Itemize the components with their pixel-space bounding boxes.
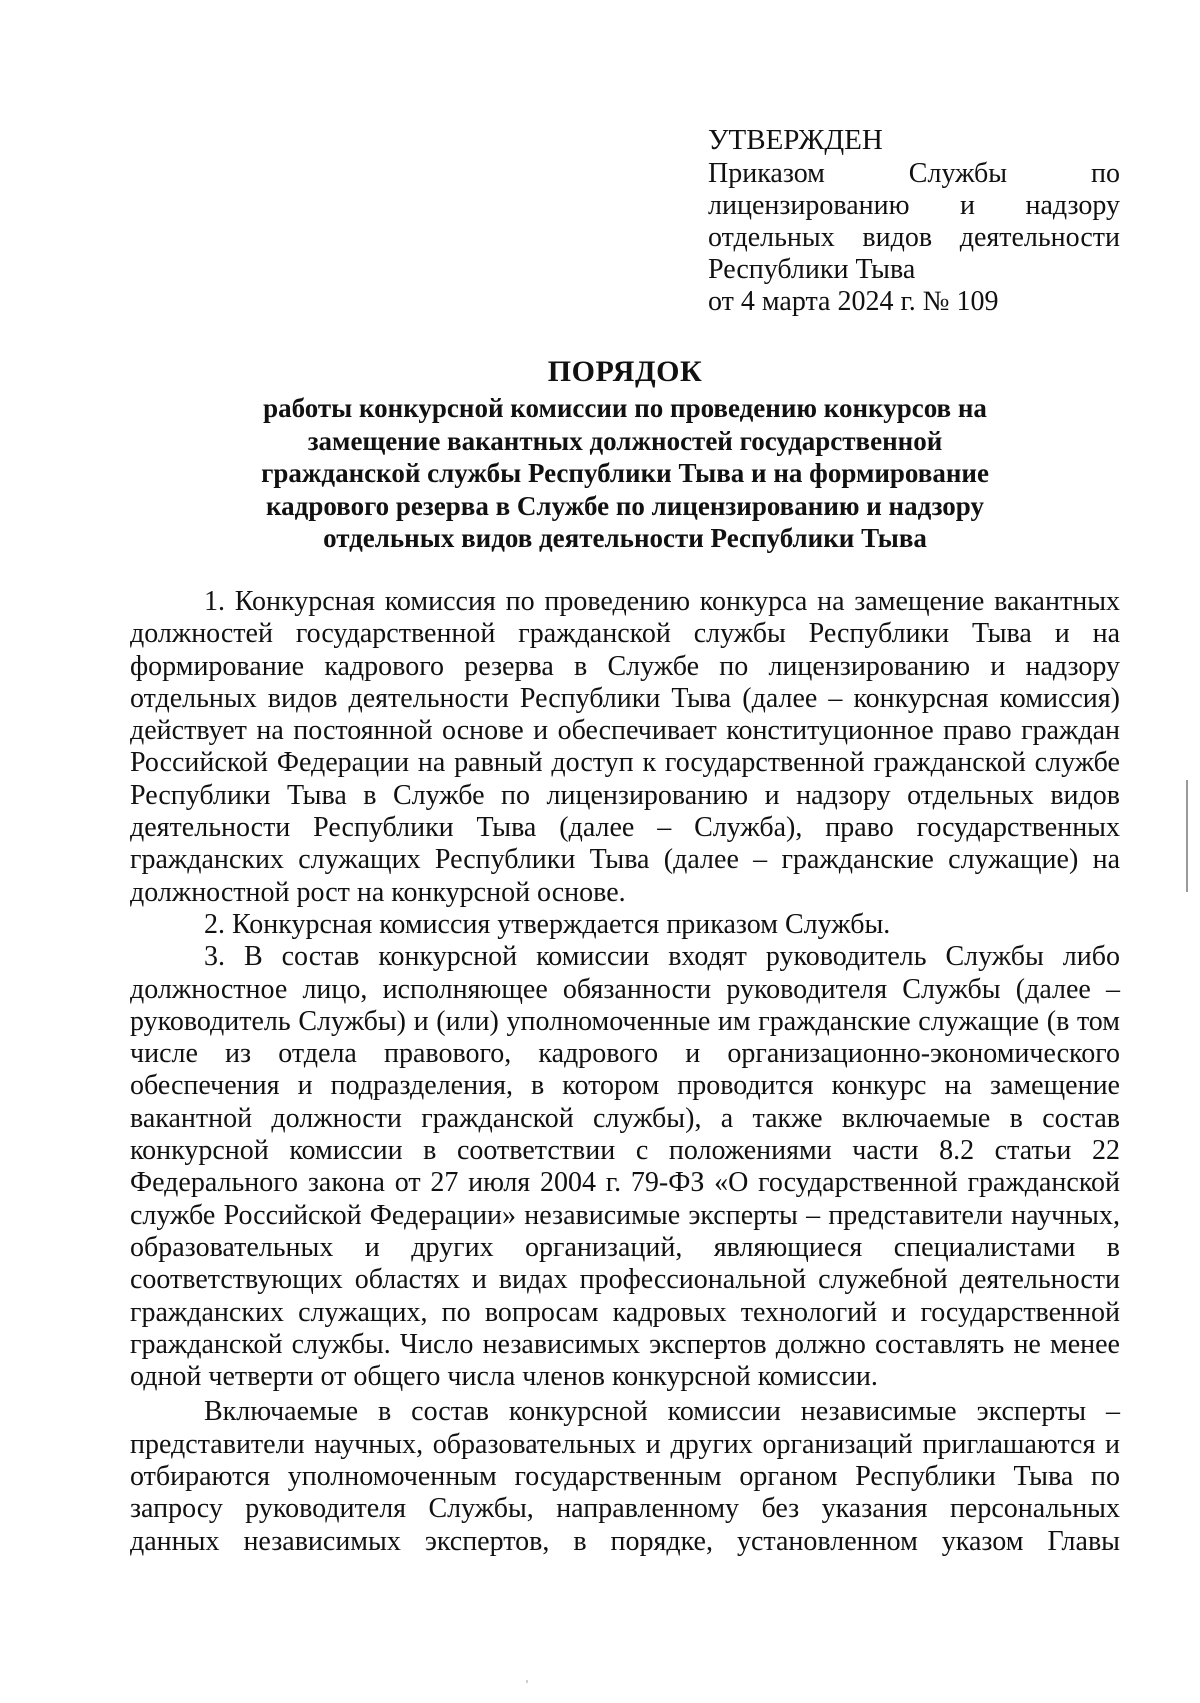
paragraph-1: 1. Конкурсная комиссия по проведению конкурса на замещение вакантных должностей государственной гражданской службы Республики Тыва и на формирование кадрового резерва в Службе по лицензированию и надзору отдельных видов деятельности Республики Тыва (далее – конкурсная комиссия) действует на постоянной основе и обеспечивает конституционное право граждан Российской Федерации на равный доступ к государственной гражданской службе Республики Тыва в Службе по лицензированию и надзору отдельных видов деятельности Республики Тыва (далее – Служба), право государственных гражданских служащих Республики Тыва (далее – гражданские служащие) на должностной рост на конкурсной основе.	[130, 586, 1120, 908]
paragraph-2: 2. Конкурсная комиссия утверждается приказом Службы.	[204, 908, 891, 940]
scan-dust-mark	[526, 1680, 528, 1683]
document-subtitle: работы конкурсной комиссии по проведению конкурсов на замещение вакантных должностей государственной гражданской службы Республики Тыва и на формирование кадрового резерва в Службе по лицензированию и надзору отдельных видов деятельности Республики Тыва	[261, 393, 989, 553]
approval-body: Приказом Службы по лицензированию и надзору отдельных видов деятельности Республики Тыва	[708, 158, 1120, 285]
approval-stamp	[708, 124, 1120, 318]
document-title-block	[130, 352, 1120, 555]
approval-date: от 4 марта 2024 г. № 109	[708, 286, 999, 317]
document-title: ПОРЯДОК	[547, 355, 703, 388]
scan-edge-mark	[1186, 780, 1188, 892]
approval-heading: УТВЕРЖДЕН	[708, 124, 883, 156]
paragraph-3: 3. В состав конкурсной комиссии входят руководитель Службы либо должностное лицо, исполняющее обязанности руководителя Службы (далее – руководитель Службы) и (или) уполномоченные им гражданские служащие (в том числе из отдела правового, кадрового и организационно-экономического обеспечения и подразделения, в котором проводится конкурс на замещение вакантной должности гражданской службы), а также включаемые в состав конкурсной комиссии в соответствии с положениями части 8.2 статьи 22 Федерального закона от 27 июля 2004 г. 79-ФЗ «О государственной гражданской службе Российской Федерации» независимые эксперты – представители научных, образовательных и других организаций, являющиеся специалистами в соответствующих областях и видах профессиональной служебной деятельности гражданских служащих, по вопросам кадровых технологий и государственной гражданской службы. Число независимых экспертов должно составлять не менее одной четверти от общего числа членов конкурсной комиссии.	[130, 941, 1120, 1393]
paragraph-4: Включаемые в состав конкурсной комиссии независимые эксперты – представители научных, образовательных и других организаций приглашаются и отбираются уполномоченным государственным органом Республики Тыва по запросу руководителя Службы, направленному без указания персональных данных независимых экспертов, в порядке, установленном указом Главы	[130, 1396, 1120, 1557]
document-body	[130, 586, 1120, 1558]
